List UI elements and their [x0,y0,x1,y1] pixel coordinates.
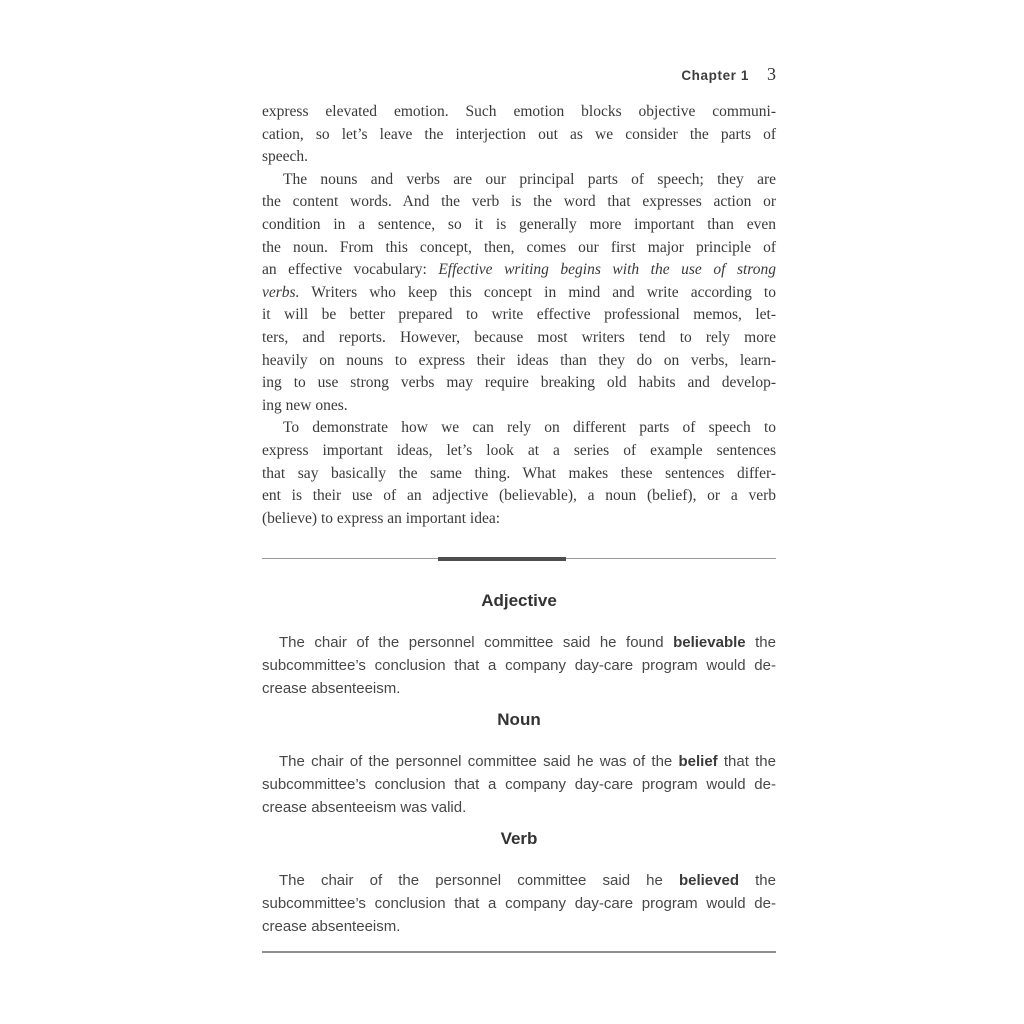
text-line [262,677,776,700]
text-segment: express elevated emotion. Such emotion blocks objective communi- [262,103,776,120]
text-line [262,237,776,260]
page-number: 3 [767,64,776,84]
text-segment: the noun. From this concept, then, comes our first major principle of [262,238,776,256]
example-paragraph-adjective [262,631,776,700]
example-heading-verb: Verb [500,829,538,849]
body-paragraph [262,101,776,169]
text-line [262,350,776,373]
text-line [262,654,776,677]
text-segment: crease absenteeism. [262,918,401,936]
text-line [262,796,776,819]
text-line [262,214,776,237]
text-segment: cation, so let’s leave the interjection out as we consider the parts of [262,125,776,143]
text-segment: The nouns and verbs are our principal parts of speech; they are [283,170,776,188]
text-segment: ing new ones. [262,396,348,414]
text-line [262,101,776,124]
text-line [262,191,776,214]
text-segment: ing to use strong verbs may require breaking old habits and develop- [262,374,776,392]
text-line [262,631,776,654]
text-line [262,508,776,531]
text-line [262,869,776,892]
example-heading-adjective: Adjective [481,591,557,611]
text-line [262,750,776,773]
text-segment: speech. [262,148,309,166]
text-segment: heavily on nouns to express their ideas than they do on verbs, learn- [262,351,776,369]
text-segment: The chair of the personnel committee said he found [279,634,674,652]
text-segment: ters, and reports. However, because most writers tend to rely more [262,328,776,346]
text-segment: subcommittee’s conclusion that a company day-care program would de- [262,895,776,913]
bold-keyword: believable [673,634,746,652]
text-line [262,169,776,192]
example-paragraph-verb [262,869,776,938]
text-segment: (believe) to express an important idea: [262,509,501,527]
text-line [262,146,776,169]
text-line [262,440,776,463]
text-line [262,892,776,915]
text-segment: that the [717,753,776,771]
running-header [262,64,776,84]
text-column [262,64,776,953]
bold-keyword: believed [678,872,739,890]
text-line [262,417,776,440]
text-line [262,124,776,147]
body-paragraph [262,169,776,418]
text-segment: ent is their use of an adjective (believable), a noun (belief), or a verb [262,487,776,505]
text-segment: the content words. And the verb is the word that expresses action or [262,193,776,211]
text-segment: Writers who keep this concept in mind and write according to [299,283,776,301]
text-segment: that say basically the same thing. What makes these sentences differ- [262,464,776,482]
text-segment: The chair of the personnel committee said he [279,872,679,890]
example-heading-noun: Noun [497,710,541,730]
text-line [262,304,776,327]
text-line [262,463,776,486]
text-line [262,395,776,418]
text-line [262,282,776,305]
footer-rule [262,951,776,953]
text-segment: subcommittee’s conclusion that a company day-care program would de- [262,776,776,794]
text-segment: the [745,634,776,652]
text-segment: condition in a sentence, so it is generally more important than even [262,215,776,233]
text-line [262,915,776,938]
text-segment: it will be better prepared to write effective professional memos, let- [262,306,776,324]
text-segment: crease absenteeism. [262,680,401,698]
section-divider [262,556,776,561]
text-segment: The chair of the personnel committee said he was of the [279,753,679,771]
italic-principle: Effective writing begins with the use of strong [438,261,776,279]
body-paragraph [262,417,776,530]
text-segment: the [739,872,776,890]
text-line [262,327,776,350]
text-segment: To demonstrate how we can rely on different parts of speech to [283,419,776,437]
text-segment: an effective vocabulary: [262,261,439,279]
text-line [262,485,776,508]
example-paragraph-noun [262,750,776,819]
text-line [262,259,776,282]
text-line [262,372,776,395]
bold-keyword: belief [678,753,718,771]
text-segment: crease absenteeism was valid. [262,799,467,817]
italic-principle: verbs. [262,283,300,301]
text-segment: subcommittee’s conclusion that a company day-care program would de- [262,657,776,675]
text-segment: express important ideas, let’s look at a series of example sentences [262,441,776,459]
text-line [262,773,776,796]
divider-accent-bar [438,557,566,561]
chapter-label: Chapter 1 [681,68,749,83]
